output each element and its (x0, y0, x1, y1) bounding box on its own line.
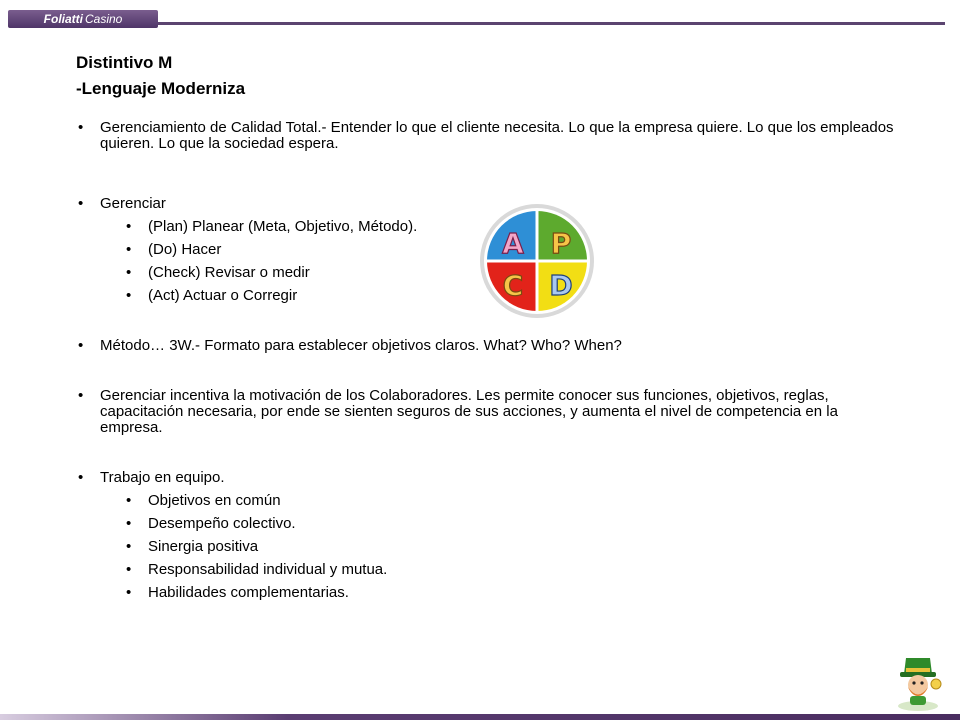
bullet-metodo: • Método… 3W.- Formato para establecer objetivos claros. What? Who? When? (76, 338, 896, 354)
pdca-letter-d: D (549, 269, 573, 302)
brand-logo (8, 10, 158, 28)
brand-name-bold: Foliatti (43, 12, 83, 26)
bullet-calidad: • Gerenciamiento de Calidad Total.- Entender lo que el cliente necesita. Lo que la empresa quiere. Lo que los empleados quieren. Lo que la sociedad espera. (76, 120, 896, 152)
pdca-letter-p: P (550, 227, 572, 260)
sub-bullet-responsabilidad: • Responsabilidad individual y mutua. (76, 562, 896, 578)
sub-bullet-do: • (Do) Hacer (76, 242, 896, 258)
sub-bullet-objetivos: • Objetivos en común (76, 493, 896, 509)
header-divider (158, 22, 945, 25)
sub-bullet-act: • (Act) Actuar o Corregir (76, 288, 896, 304)
footer-bar (0, 714, 960, 720)
sub-bullet-plan: • (Plan) Planear (Meta, Objetivo, Método). (76, 219, 896, 235)
leprechaun-mascot-icon (890, 654, 946, 712)
pdca-wheel (479, 203, 595, 319)
bullet-equipo: • Trabajo en equipo. (76, 470, 896, 486)
sub-bullet-desempeno: • Desempeño colectivo. (76, 516, 896, 532)
slide-content (76, 120, 896, 601)
title-line-2: -Lenguaje Moderniza (76, 79, 246, 98)
sub-bullet-check: • (Check) Revisar o medir (76, 265, 896, 281)
pdca-letter-c: C (502, 269, 524, 302)
bullet-gerenciar: • Gerenciar (76, 196, 896, 212)
slide-title (76, 50, 245, 102)
brand-name-light: Casino (84, 12, 123, 26)
pdca-letter-a: A (502, 227, 524, 260)
sub-bullet-sinergia: • Sinergia positiva (76, 539, 896, 555)
sub-bullet-habilidades: • Habilidades complementarias. (76, 585, 896, 601)
title-line-1: Distintivo M (76, 53, 173, 72)
header-bar (0, 8, 945, 32)
bullet-incentiva: • Gerenciar incentiva la motivación de los Colaboradores. Les permite conocer sus funciones, objetivos, reglas, capacitación necesaria, por ende se sienten seguros de sus acciones, y aumenta el nivel de competencia en la empresa. (76, 388, 896, 436)
